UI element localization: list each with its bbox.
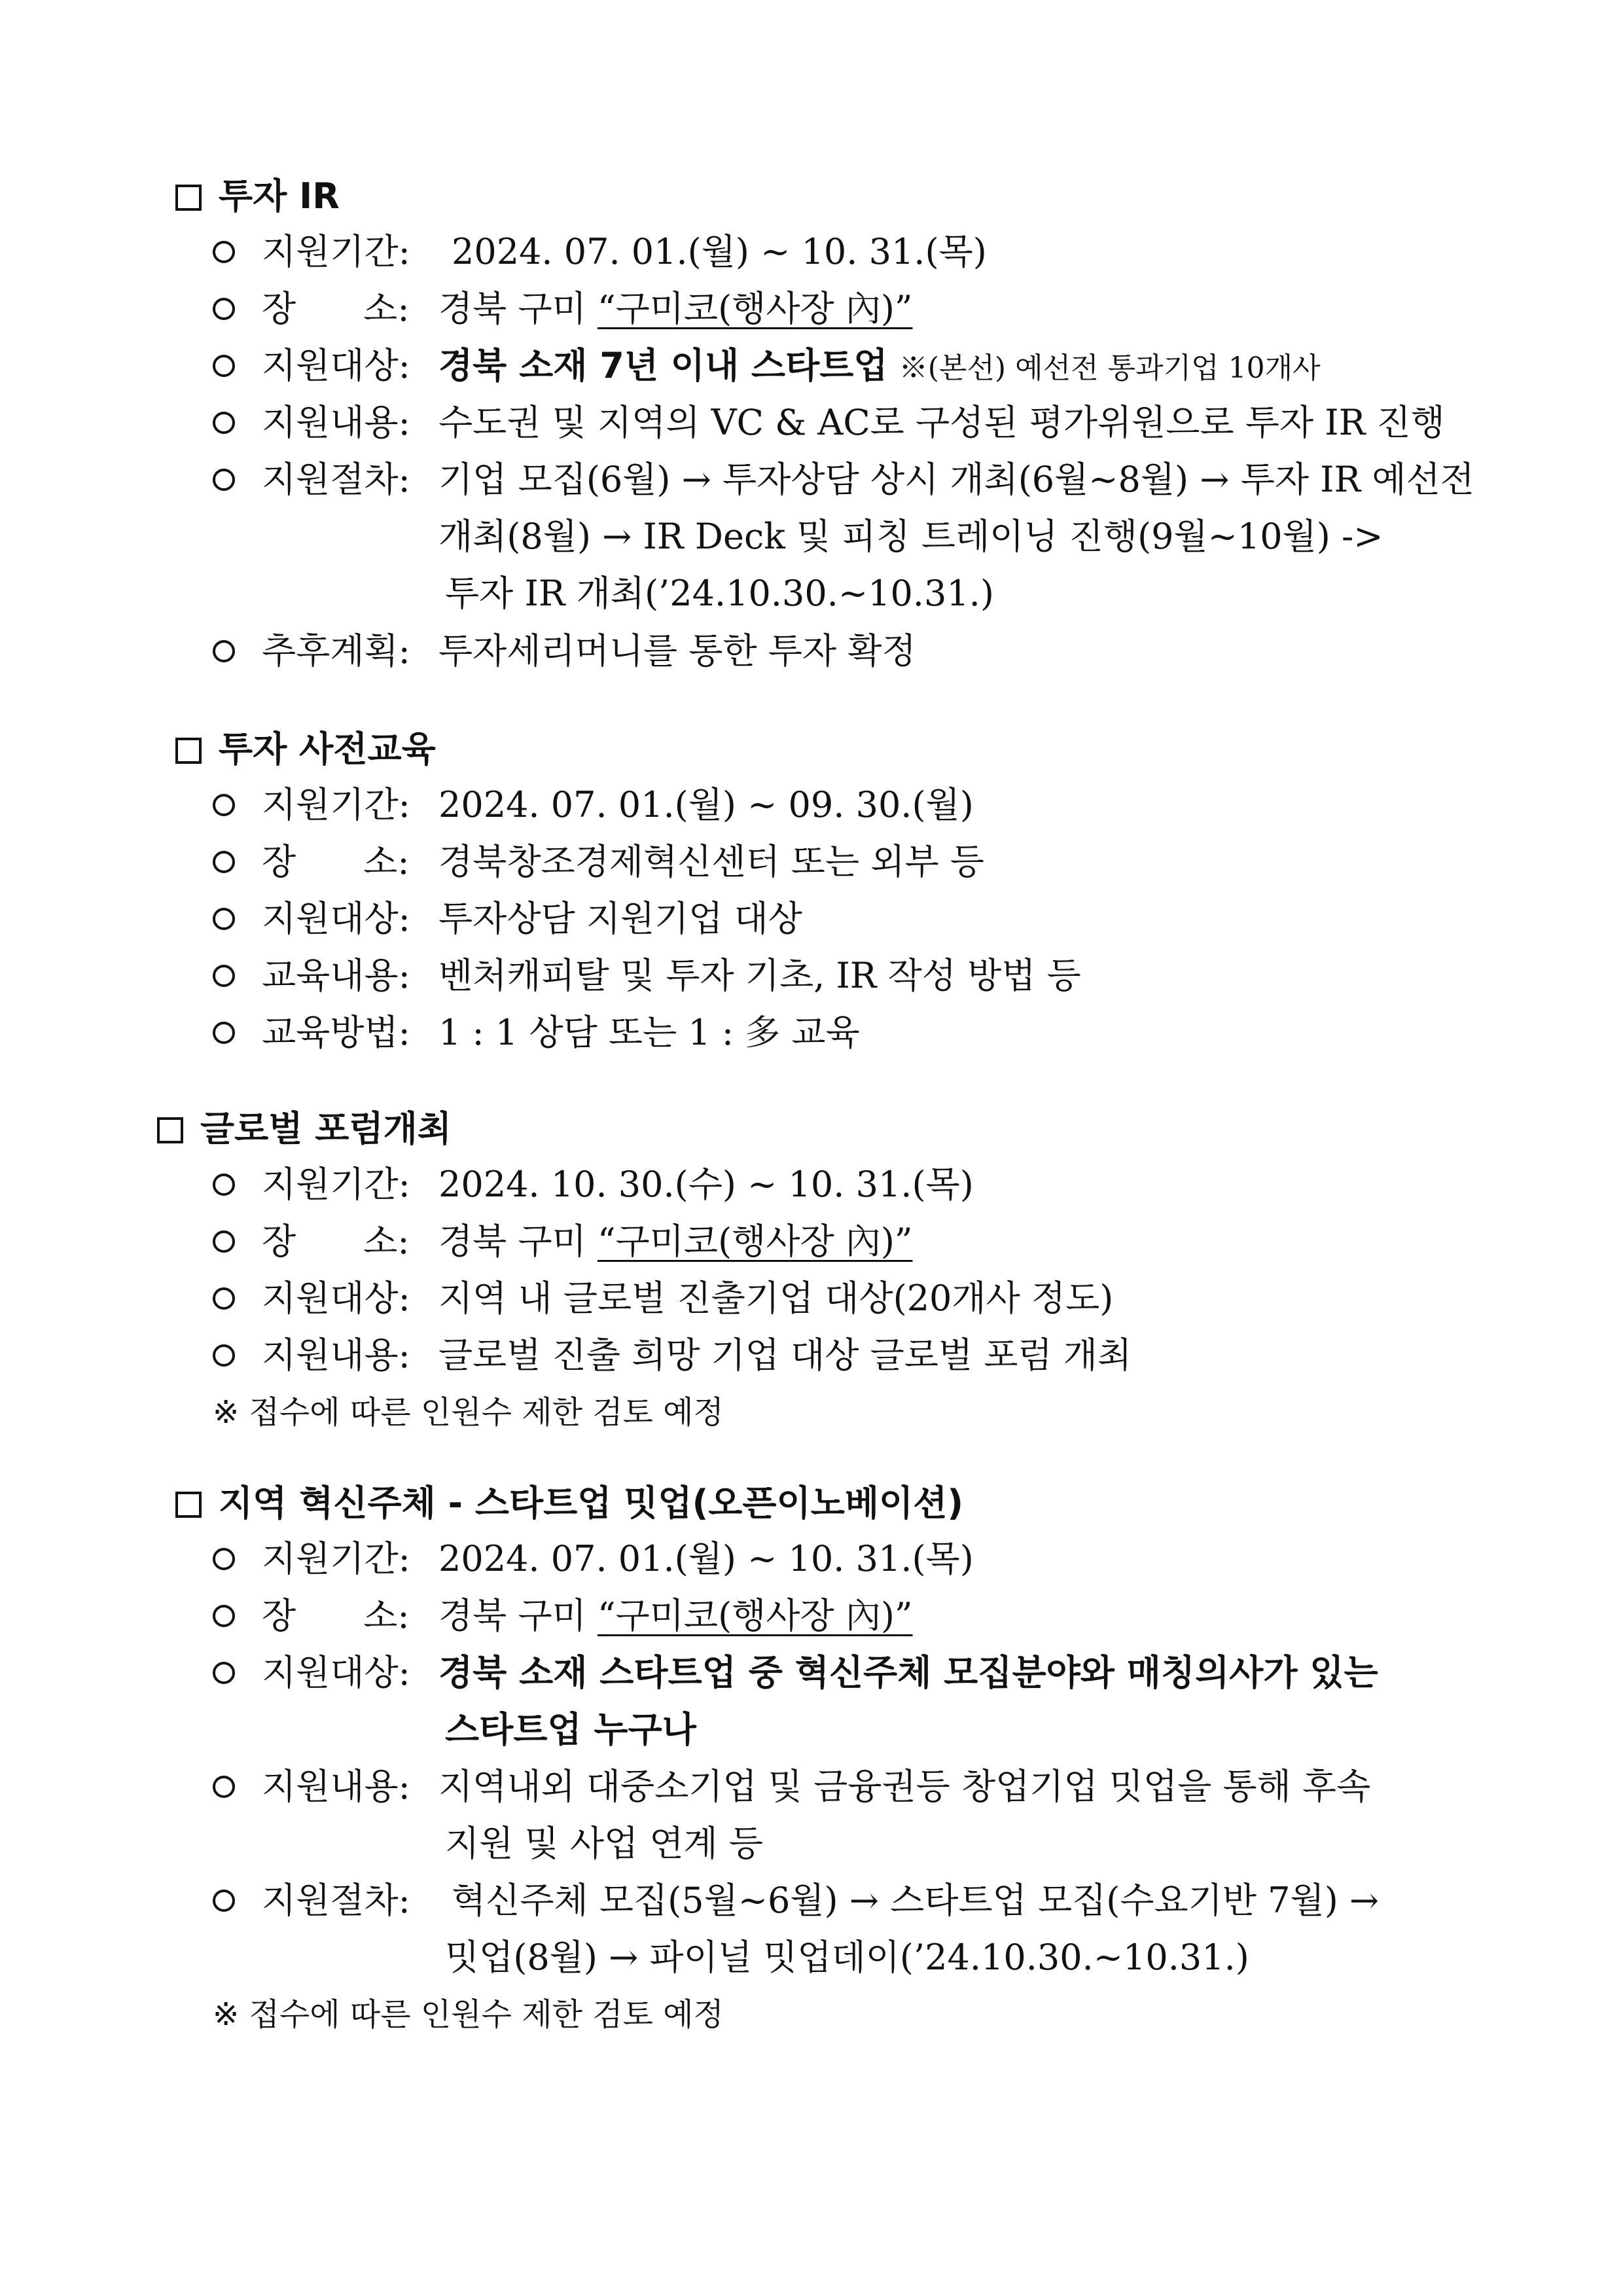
section-title-global-forum — [157, 1106, 452, 1152]
checkbox-square-icon — [175, 185, 202, 211]
item-value: 2024. 07. 01.(월) ~ 10. 31.(목) — [452, 231, 987, 272]
item-label: 장 소: — [262, 1221, 410, 1262]
item-value: 글로벌 진출 희망 기업 대상 글로벌 포럼 개최 — [438, 1335, 1132, 1376]
venue-underlined: “구미코(행사장 內)” — [597, 1595, 913, 1636]
section-title-pre-education — [175, 726, 436, 772]
item-label: 지원기간: — [262, 784, 410, 825]
item-label: 지원대상: — [262, 1652, 410, 1693]
circle-bullet-icon — [213, 965, 235, 987]
venue-underlined: “구미코(행사장 內)” — [597, 1221, 913, 1262]
circle-bullet-icon — [213, 851, 235, 873]
item-value-continued: 지원 및 사업 연계 등 — [445, 1823, 763, 1864]
item-label: 장 소: — [262, 288, 410, 329]
circle-bullet-icon — [213, 908, 235, 930]
item-label: 지원내용: — [262, 402, 410, 443]
section-title-text: 지역 혁신주체 - 스타트업 밋업(오픈이노베이션) — [219, 1482, 964, 1524]
item-value: 투자상담 지원기업 대상 — [438, 898, 802, 939]
item-label: 장 소: — [262, 841, 410, 882]
list-item-content — [213, 1764, 1587, 1869]
item-label: 지원기간: — [262, 1164, 410, 1205]
item-value: 지역 내 글로벌 진출기업 대상(20개사 정도) — [438, 1278, 1114, 1319]
circle-bullet-icon — [213, 1548, 235, 1570]
item-value-continued: 투자 IR 개최(’24.10.30.~10.31.) — [445, 573, 994, 614]
item-label: 추후계획: — [262, 630, 410, 672]
circle-bullet-icon — [213, 412, 235, 434]
item-label: 지원내용: — [262, 1766, 410, 1807]
item-label: 지원대상: — [262, 898, 410, 939]
section-title-text: 투자 사전교육 — [219, 728, 436, 770]
circle-bullet-icon — [213, 1022, 235, 1044]
circle-bullet-icon — [213, 1287, 235, 1310]
item-value: 2024. 10. 30.(수) ~ 10. 31.(목) — [438, 1164, 974, 1205]
item-value: 벤처캐피탈 및 투자 기초, IR 작성 방법 등 — [438, 955, 1081, 996]
section-title-investment-ir — [175, 173, 340, 219]
item-value: 경북 구미 “구미코(행사장 內)” — [438, 288, 913, 329]
item-value: 경북 소재 7년 이내 스타트업 ※(본선) 예선전 통과기업 10개사 — [438, 345, 1321, 386]
item-label: 교육내용: — [262, 955, 410, 996]
checkbox-square-icon — [175, 1492, 202, 1518]
circle-bullet-icon — [213, 1890, 235, 1912]
item-label: 지원대상: — [262, 345, 410, 386]
item-label: 지원내용: — [262, 1335, 410, 1376]
item-value: 경북 구미 “구미코(행사장 內)” — [438, 1595, 913, 1636]
item-label: 지원절차: — [262, 1880, 410, 1921]
item-label: 지원절차: — [262, 459, 410, 500]
reception-note: ※ 접수에 따른 인원수 제한 검토 예정 — [213, 1996, 724, 2033]
circle-bullet-icon — [213, 1230, 235, 1253]
item-value: 지역내외 대중소기업 및 금융권등 창업기업 밋업을 통해 후속 — [438, 1766, 1371, 1807]
list-item-procedure — [213, 1878, 1587, 1982]
circle-bullet-icon — [213, 241, 235, 263]
item-label: 장 소: — [262, 1595, 410, 1636]
checkbox-square-icon — [175, 738, 202, 764]
section-title-startup-meetup — [175, 1480, 963, 1526]
circle-bullet-icon — [213, 355, 235, 377]
circle-bullet-icon — [213, 1174, 235, 1196]
section-title-text: 투자 IR — [219, 175, 340, 217]
section-title-text: 글로벌 포럼개최 — [200, 1108, 452, 1149]
item-value: 수도권 및 지역의 VC & AC로 구성된 평가위원으로 투자 IR 진행 — [438, 402, 1445, 443]
circle-bullet-icon — [213, 1605, 235, 1627]
venue-underlined: “구미코(행사장 內)” — [597, 288, 913, 329]
item-value: 기업 모집(6월) → 투자상담 상시 개최(6월~8월) → 투자 IR 예선전 — [438, 459, 1474, 500]
circle-bullet-icon — [213, 640, 235, 662]
item-value: 경북 소재 스타트업 중 혁신주체 모집분야와 매칭의사가 있는 — [438, 1652, 1378, 1693]
item-label: 지원기간: — [262, 1538, 410, 1579]
circle-bullet-icon — [213, 1344, 235, 1367]
circle-bullet-icon — [213, 1776, 235, 1798]
item-value: 경북 구미 “구미코(행사장 內)” — [438, 1221, 913, 1262]
circle-bullet-icon — [213, 794, 235, 816]
item-value: 2024. 07. 01.(월) ~ 10. 31.(목) — [438, 1538, 974, 1579]
item-value-continued: 스타트업 누구나 — [445, 1709, 696, 1750]
item-value: 경북창조경제혁신센터 또는 외부 등 — [438, 841, 984, 882]
item-value: 투자세리머니를 통한 투자 확정 — [438, 630, 916, 672]
item-label: 지원기간: — [262, 231, 410, 272]
item-value-continued: 밋업(8월) → 파이널 밋업데이(’24.10.30.~10.31.) — [445, 1937, 1249, 1978]
item-value-continued: 개최(8월) → IR Deck 및 피칭 트레이닝 진행(9월~10월) -> — [438, 516, 1383, 557]
reception-note: ※ 접수에 따른 인원수 제한 검토 예정 — [213, 1394, 724, 1431]
item-value: 2024. 07. 01.(월) ~ 09. 30.(월) — [438, 784, 974, 825]
list-item-target — [213, 1650, 1587, 1755]
circle-bullet-icon — [213, 298, 235, 320]
checkbox-square-icon — [157, 1117, 183, 1143]
circle-bullet-icon — [213, 1662, 235, 1684]
circle-bullet-icon — [213, 469, 235, 491]
target-note: ※(본선) 예선전 통과기업 10개사 — [899, 351, 1321, 385]
item-value: 1 : 1 상담 또는 1 : 多 교육 — [438, 1012, 860, 1053]
item-value: 혁신주체 모집(5월~6월) → 스타트업 모집(수요기반 7월) → — [452, 1880, 1380, 1921]
item-label: 교육방법: — [262, 1012, 410, 1053]
list-item-procedure — [213, 457, 1587, 614]
item-label: 지원대상: — [262, 1278, 410, 1319]
